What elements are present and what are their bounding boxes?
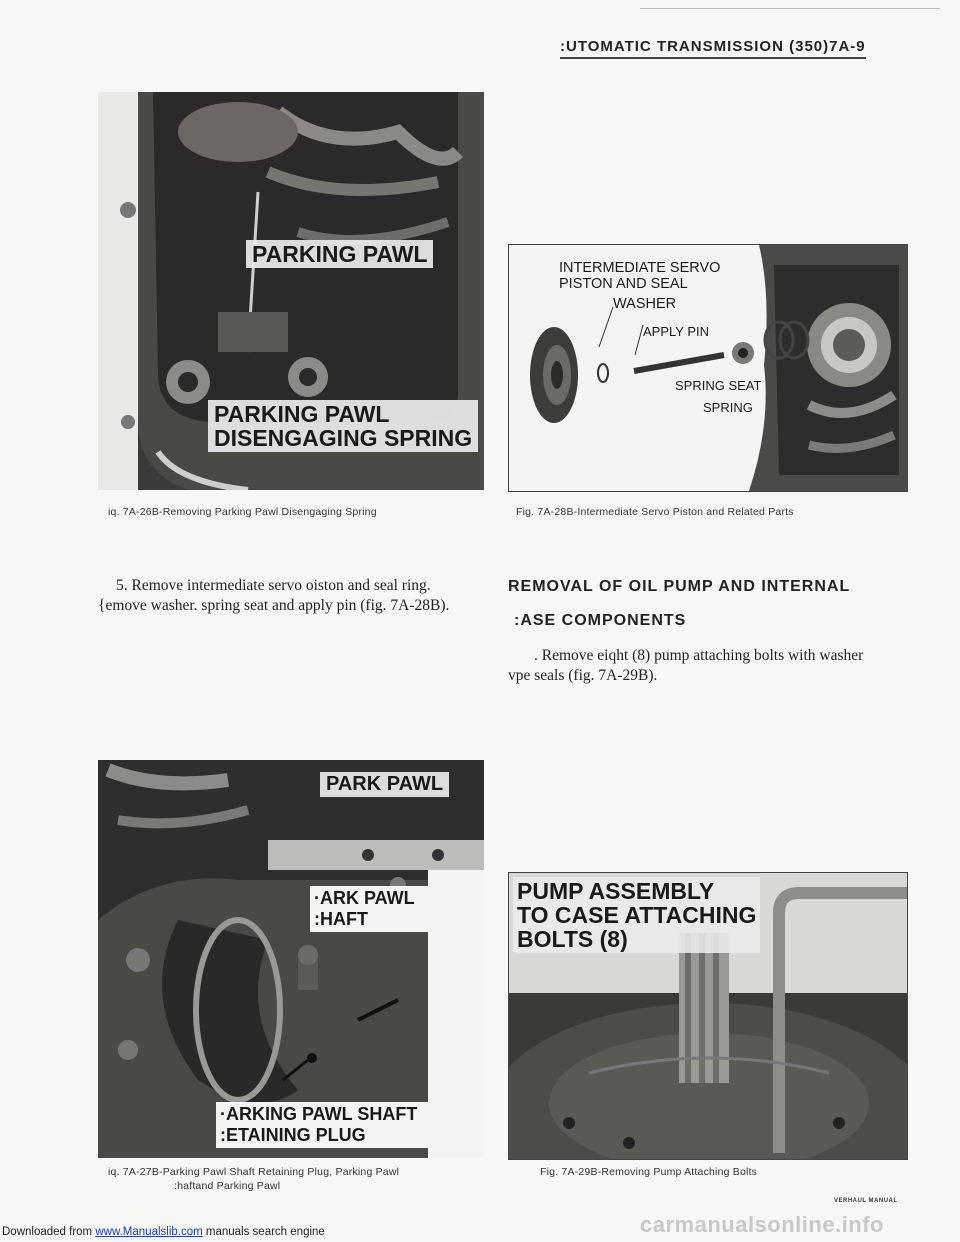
overhaul-manual-mark: VERHAUL MANUAL	[834, 1198, 898, 1204]
pump-assembly-label-line2: TO CASE ATTACHING	[517, 902, 757, 929]
retaining-plug-label-line1: ·ARKING PAWL SHAFT	[220, 1104, 418, 1124]
pump-assembly-label-line1: PUMP ASSEMBLY	[517, 878, 715, 904]
servo-piston-label-line1: INTERMEDIATE SERVO	[559, 260, 721, 276]
figure-29b-caption: Fig. 7A-29B-Removing Pump Attaching Bolts	[540, 1166, 758, 1178]
figure-26b-caption: iq. 7A-26B-Removing Parking Pawl Disengaging Spring	[108, 506, 377, 518]
disengaging-spring-label-line1: PARKING PAWL	[214, 401, 390, 427]
download-footer-suffix: manuals search engine	[202, 1226, 325, 1238]
figure-27b-caption-line-1: iq. 7A-27B-Parking Pawl Shaft Retaining Plug, Parking Pawl	[108, 1166, 400, 1178]
park-pawl-label: PARK PAWL	[320, 772, 449, 797]
step-5-line-2: {emove washer. spring seat and apply pin (fig. 7A-28B).	[98, 597, 450, 614]
spring-seat-label: SPRING SEAT	[675, 378, 762, 393]
download-footer	[2, 1226, 325, 1238]
servo-piston-label-line2: PISTON AND SEAL	[559, 275, 688, 292]
disengaging-spring-label	[208, 400, 478, 452]
section-title-line-1: REMOVAL OF OIL PUMP AND INTERNAL	[508, 578, 851, 595]
washer-label: WASHER	[613, 296, 677, 312]
pump-assembly-label-line3: BOLTS (8)	[517, 926, 628, 953]
disengaging-spring-label-line2: DISENGAGING SPRING	[214, 425, 473, 452]
watermark: carmanualsonline.info	[640, 1212, 884, 1237]
parking-pawl-label: PARKING PAWL	[246, 240, 433, 268]
figure-29b-photo	[508, 872, 908, 1160]
section-title-line-2: :ASE COMPONENTS	[514, 612, 687, 629]
pump-assembly-label	[513, 877, 760, 953]
pawl-shaft-label-line1: ·ARK PAWL	[314, 888, 415, 908]
servo-piston-label	[559, 261, 720, 293]
retaining-plug-label	[216, 1102, 482, 1148]
figure-27b-photo	[98, 760, 484, 1158]
download-footer-prefix: Downloaded from	[2, 1226, 96, 1238]
top-rule	[640, 8, 940, 9]
figure-26b-photo	[98, 92, 484, 490]
pump-step-line-1: . Remove eiqht (8) pump attaching bolts with washer	[534, 647, 864, 664]
figure-27b-caption-line-2: :haftand Parking Pawl	[174, 1180, 281, 1192]
park-pawl-image	[98, 760, 484, 1158]
pawl-shaft-label-line2: :HAFT	[314, 909, 368, 929]
page-header: :UTOMATIC TRANSMISSION (350)7A-9	[560, 38, 866, 59]
step-5-line-1: 5. Remove intermediate servo oiston and seal ring.	[116, 577, 431, 594]
pawl-shaft-label	[310, 886, 484, 932]
apply-pin-label: APPLY PIN	[643, 324, 709, 339]
spring-label: SPRING	[703, 400, 753, 415]
figure-28b-caption: Fig. 7A-28B-Intermediate Servo Piston and Related Parts	[516, 506, 794, 518]
figure-28b-photo	[508, 244, 908, 492]
retaining-plug-label-line2: :ETAINING PLUG	[220, 1125, 366, 1145]
pump-step-line-2: vpe seals (fig. 7A-29B).	[508, 667, 658, 684]
manualslib-link[interactable]: www.Manualslib.com	[95, 1226, 203, 1238]
